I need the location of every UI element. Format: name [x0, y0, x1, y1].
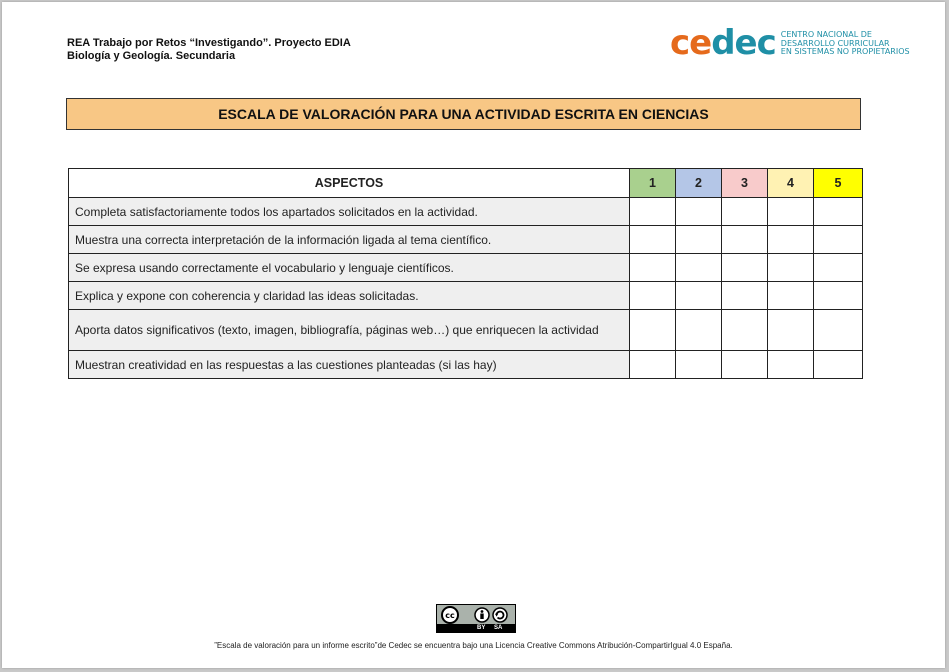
table-row [69, 351, 863, 379]
score-header-2: 2 [676, 169, 722, 198]
license-footer: ”Escala de valoración para un informe escrito”de Cedec se encuentra bajo una Licencia Creative Commons Atribución-CompartirIgual 4.0 España. [214, 641, 733, 650]
table-row [69, 310, 863, 351]
table-row [69, 198, 863, 226]
score-header-3: 3 [722, 169, 768, 198]
table-row [69, 282, 863, 310]
table-header-row [69, 169, 863, 198]
score-cell[interactable] [630, 351, 676, 379]
score-cell[interactable] [768, 310, 814, 351]
sa-share-icon [493, 608, 507, 622]
score-cell[interactable] [722, 254, 768, 282]
cc-icons [437, 605, 515, 624]
score-cell[interactable] [676, 282, 722, 310]
score-cell[interactable] [722, 310, 768, 351]
score-header-1: 1 [630, 169, 676, 198]
cc-circle-icon-label: cc [445, 611, 455, 620]
logo-tagline-line: CENTRO NACIONAL DE [780, 30, 872, 40]
document-header [67, 37, 351, 63]
cc-badge-strip [437, 624, 515, 632]
score-cell[interactable] [722, 226, 768, 254]
cedec-logo [670, 23, 910, 63]
header-line-1: REA Trabajo por Retos “Investigando”. Proyecto EDIA [67, 37, 351, 49]
score-cell[interactable] [630, 254, 676, 282]
score-cell[interactable] [814, 310, 863, 351]
score-cell[interactable] [676, 310, 722, 351]
score-cell[interactable] [630, 282, 676, 310]
score-cell[interactable] [630, 198, 676, 226]
logo-word-part-1: ce [670, 23, 712, 63]
score-cell[interactable] [768, 198, 814, 226]
score-cell[interactable] [676, 198, 722, 226]
creative-commons-badge[interactable] [436, 604, 516, 633]
score-cell[interactable] [768, 282, 814, 310]
table-row [69, 254, 863, 282]
score-cell[interactable] [814, 351, 863, 379]
table-row [69, 226, 863, 254]
score-cell[interactable] [722, 198, 768, 226]
aspect-cell: Aporta datos significativos (texto, imagen, bibliografía, páginas web…) que enriquecen la actividad [69, 310, 630, 351]
logo-word-part-2: dec [711, 23, 776, 63]
score-cell[interactable] [814, 226, 863, 254]
sa-label: SA [494, 625, 503, 631]
cedec-logo-tagline [781, 31, 910, 57]
score-cell[interactable] [814, 282, 863, 310]
score-cell[interactable] [722, 351, 768, 379]
logo-tagline-line: EN SISTEMAS NO PROPIETARIOS [780, 47, 910, 57]
header-line-2: Biología y Geología. Secundaria [67, 50, 236, 62]
score-header-4: 4 [768, 169, 814, 198]
cedec-logo-word [670, 23, 776, 63]
aspect-cell: Completa satisfactoriamente todos los apartados solicitados en la actividad. [69, 198, 630, 226]
aspect-cell: Se expresa usando correctamente el vocabulario y lenguaje científicos. [69, 254, 630, 282]
score-header-5: 5 [814, 169, 863, 198]
score-cell[interactable] [722, 282, 768, 310]
score-cell[interactable] [676, 351, 722, 379]
aspect-cell: Muestra una correcta interpretación de la información ligada al tema científico. [69, 226, 630, 254]
score-cell[interactable] [768, 254, 814, 282]
logo-tagline-line: DESARROLLO CURRICULAR [780, 38, 890, 48]
document-page [2, 2, 945, 668]
aspects-header: ASPECTOS [69, 169, 630, 198]
aspect-cell: Explica y expone con coherencia y claridad las ideas solicitadas. [69, 282, 630, 310]
score-cell[interactable] [768, 226, 814, 254]
score-cell[interactable] [676, 226, 722, 254]
score-cell[interactable] [814, 254, 863, 282]
aspect-cell: Muestran creatividad en las respuestas a las cuestiones planteadas (si las hay) [69, 351, 630, 379]
score-cell[interactable] [768, 351, 814, 379]
score-cell[interactable] [630, 310, 676, 351]
by-label: BY [477, 625, 486, 631]
rubric-title: ESCALA DE VALORACIÓN PARA UNA ACTIVIDAD ESCRITA EN CIENCIAS [66, 98, 861, 130]
score-cell[interactable] [814, 198, 863, 226]
rubric-table [68, 168, 863, 379]
score-cell[interactable] [630, 226, 676, 254]
score-cell[interactable] [676, 254, 722, 282]
